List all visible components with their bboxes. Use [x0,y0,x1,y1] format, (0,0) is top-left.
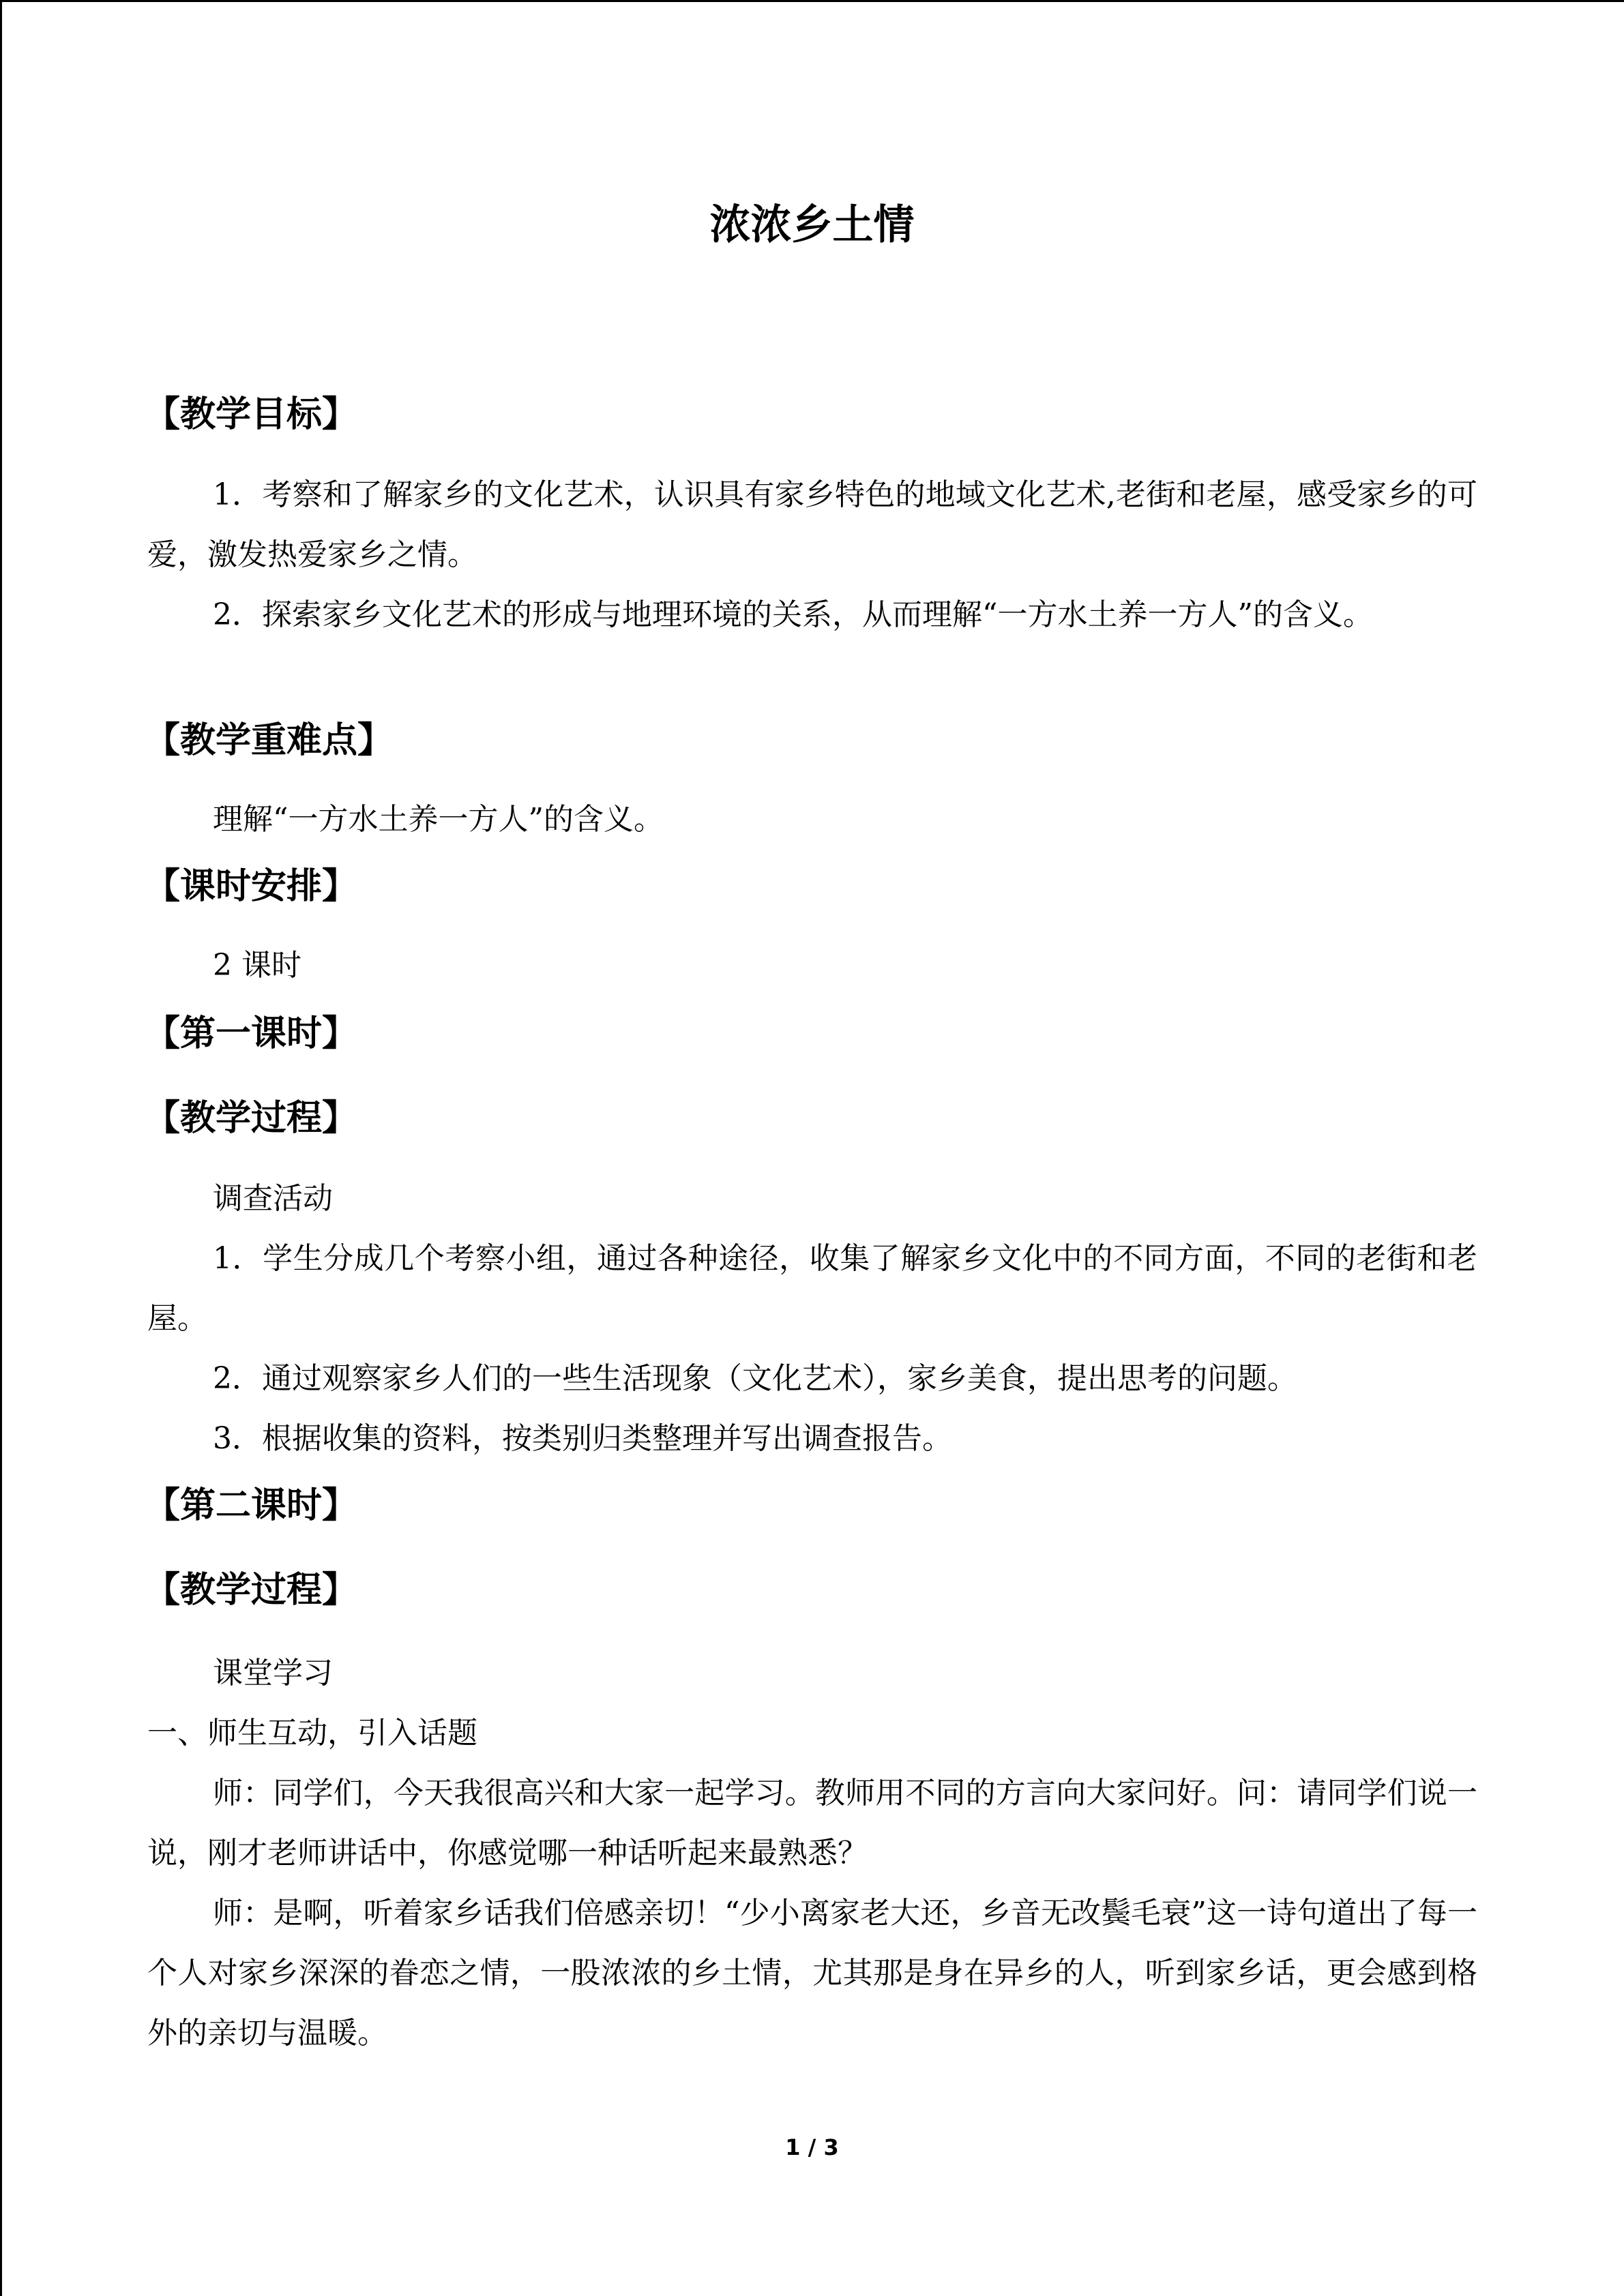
page-left-border [0,0,2,2296]
part-one-title: 一、师生互动，引入话题 [147,1716,477,1750]
teacher-paragraph-1: 师：同学们，今天我很高兴和大家一起学习。教师用不同的方言向大家问好。问：请同学们说一说，刚才老师讲话中，你感觉哪一种话听起来最熟悉？ [147,1776,1477,1870]
document-title: 浓浓乡土情 [709,201,915,249]
heading-schedule: 【课时安排】 [145,866,358,907]
heading-process-two: 【教学过程】 [145,1570,358,1611]
page-top-border [0,0,1624,2]
heading-lesson-one: 【第一课时】 [145,1013,358,1054]
goal-item-1: 1．考察和了解家乡的文化艺术，认识具有家乡特色的地域文化艺术,老街和老屋，感受家乡的可爱，激发热爱家乡之情。 [147,477,1477,572]
schedule-text: 2 课时 [213,948,301,983]
heading-lesson-two: 【第二课时】 [145,1485,358,1526]
key-difficulty-text: 理解“一方水土养一方人”的含义。 [213,802,664,837]
activity-title: 调查活动 [213,1181,333,1216]
heading-process-one: 【教学过程】 [145,1098,358,1139]
activity-item-2: 2．通过观察家乡人们的一些生活现象（文化艺术），家乡美食，提出思考的问题。 [213,1361,1297,1396]
class-study-title: 课堂学习 [213,1656,333,1690]
activity-item-3: 3．根据收集的资料，按类别归类整理并写出调查报告。 [213,1421,952,1456]
goal-item-2: 2．探索家乡文化艺术的形成与地理环境的关系，从而理解“一方水土养一方人”的含义。 [213,597,1373,632]
page-number: 1 / 3 [785,2134,839,2160]
heading-key-difficulty: 【教学重难点】 [145,720,394,761]
heading-teaching-goals: 【教学目标】 [145,394,358,435]
activity-item-1: 1．学生分成几个考察小组，通过各种途径，收集了解家乡文化中的不同方面，不同的老街和老屋。 [147,1241,1477,1336]
teacher-paragraph-2: 师：是啊，听着家乡话我们倍感亲切！“少小离家老大还，乡音无改鬓毛衰”这一诗句道出了每一个人对家乡深深的眷恋之情，一股浓浓的乡土情，尤其那是身在异乡的人，听到家乡话，更会感到格外的亲切与温暖。 [147,1896,1477,2051]
